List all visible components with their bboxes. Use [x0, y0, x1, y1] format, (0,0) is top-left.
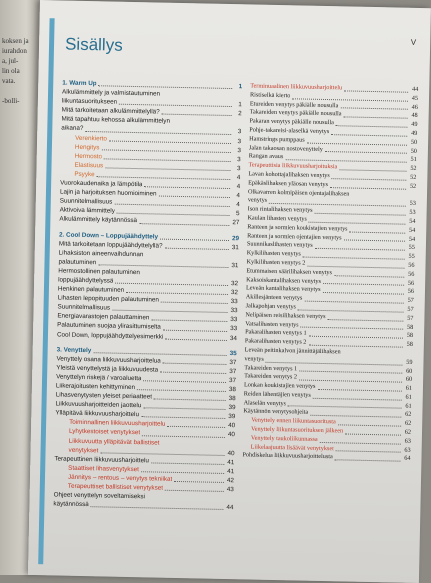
toc-entry-title: Liikerajoitusten kehittyminen: [56, 381, 135, 392]
toc-page-number: 4: [232, 182, 240, 191]
toc-right-column: [242, 82, 418, 464]
toc-page-number: 49: [409, 121, 417, 130]
toc-entry-title: Reiden lähentäjien venytys: [244, 390, 311, 400]
toc-entry-title: Toiminnallinen liikkuvuusharjoittelu: [69, 418, 165, 429]
previous-page-line: lin ola: [2, 66, 44, 76]
toc-entry-title: palautuminen: [58, 257, 96, 267]
toc-entry-title: Liikkuvuutta ylläpitävät ballistiset: [69, 436, 160, 447]
toc-entry-title: Terapeuttisia liikkuvuusharjoituksia: [248, 162, 337, 173]
toc-page-number: 33: [230, 297, 238, 306]
toc-left-column: [53, 78, 242, 512]
toc-page-number: 56: [406, 288, 414, 297]
toc-page-number: 64: [402, 455, 410, 464]
toc-entry-title: 1. Warm Up: [62, 78, 97, 88]
toc-leader-dots: [165, 338, 227, 340]
toc-entry-title: Aktivoiva lämmittely: [60, 206, 115, 216]
toc-entry-title: Etummaisen säärilihaksen venytys: [246, 267, 332, 278]
toc-page-number: 33: [229, 306, 237, 315]
toc-page-number: 57: [406, 297, 414, 306]
toc-leader-dots: [165, 490, 224, 492]
toc-leader-dots: [335, 460, 401, 462]
page-number: V: [411, 38, 417, 47]
toc-entry-title: Pakaralihasten venytys 1: [245, 329, 307, 339]
toc-leader-dots: [340, 108, 408, 110]
toc-page-number: 62: [403, 411, 411, 420]
toc-page-number: 50: [409, 147, 417, 156]
toc-page-number: 58: [405, 341, 413, 350]
toc-leader-dots: [172, 124, 231, 125]
toc-page-number: 2: [234, 109, 242, 118]
toc-page-number: 52: [408, 174, 416, 183]
previous-page-line: iurahdon: [2, 46, 44, 56]
toc-leader-dots: [161, 445, 224, 446]
toc-entry-title: Lyhytkestoiset venytykset: [69, 427, 140, 438]
toc-leader-dots: [336, 451, 401, 453]
toc-leader-dots: [345, 433, 401, 435]
toc-entry-title: Leveän kantalihaksen venytys: [246, 285, 321, 295]
toc-entry-title: Pakaralihasten venytys 2: [245, 337, 307, 347]
toc-page-number: 48: [410, 112, 418, 121]
toc-page: [28, 0, 431, 583]
toc-page-number: 38: [228, 385, 236, 394]
toc-entry-title: Suunnikaslihasten venytys: [247, 241, 313, 251]
toc-leader-dots: [160, 372, 226, 374]
toc-page-number: 54: [407, 218, 415, 227]
toc-entry-title: venytys: [244, 355, 263, 364]
toc-entry-title: Liikkuvuusharjoitteiden jaottelu: [55, 400, 141, 411]
toc-page-number: 58: [405, 332, 413, 341]
toc-entry-title: Akillesjänteen venytys: [246, 294, 303, 304]
toc-entry-title: Etureiden venytys päkiälle nousulla: [250, 100, 339, 111]
toc-entry-title: Hermostollinen palautuminen: [58, 266, 140, 277]
toc-leader-dots: [151, 320, 227, 323]
toc-entry-title: Rangan avaus: [249, 153, 284, 163]
toc-entry-title: Lihasvenytysten yleiset periaatteet: [56, 391, 152, 402]
toc-entry-title: Jalan takaosan nostovenyttely: [249, 144, 323, 154]
toc-entry-title: Lihasten lepopituuden palautuminen: [58, 294, 159, 305]
toc-page-number: 43: [226, 485, 234, 494]
toc-leader-dots: [351, 197, 406, 198]
toc-entry-title: Olkavarren kolmipäisen ojentajalihaksen: [248, 188, 350, 199]
toc-entry-title: 2. Cool Down – Loppujäähdyttely: [59, 230, 158, 241]
toc-page-number: 55: [407, 253, 415, 262]
toc-entry-title: Lonkan koukistajien venytys: [244, 381, 316, 391]
toc-page-number: 40: [227, 421, 235, 430]
toc-entry-title: Mitä tarkoitetaan alkulämmittelyllä?: [62, 106, 160, 117]
toc-entry-title: Epäkäslihaksen yläosan venytys: [248, 179, 328, 189]
toc-leader-dots: [331, 134, 407, 137]
toc-entry-title: Käytännön venytysohjeita: [243, 408, 308, 418]
toc-page-number: 60: [404, 367, 412, 376]
toc-page-number: 37: [228, 358, 236, 367]
toc-entry-title: Nelipäisen reisilihaksen venytys: [245, 311, 325, 321]
toc-page-number: 57: [405, 314, 413, 323]
toc-leader-dots: [336, 125, 408, 127]
toc-entry-title: Alkulämmittely ja valmistautuminen: [62, 88, 160, 99]
toc-page-number: 61: [403, 402, 411, 411]
toc-page-number: 44: [225, 503, 233, 512]
toc-entry-title: Kylkilihasten venytys: [247, 250, 301, 260]
toc-page-number: 60: [404, 376, 412, 385]
toc-page-number: 62: [403, 429, 411, 438]
toc-entry-title: Energiavarastojen palauttaminen: [57, 312, 149, 323]
previous-page-line: -bolli-: [2, 96, 44, 106]
toc-page-number: 45: [410, 95, 418, 104]
toc-entry-title: Elastisuus: [74, 161, 103, 171]
toc-entry-title: Ristiselkä kierto: [250, 91, 291, 101]
toc-page-number: 37: [228, 367, 236, 376]
toc-page-number: 49: [409, 130, 417, 139]
toc-entry-title: Lihaksiston aineenvaihdunnan: [59, 248, 144, 259]
toc-entry-title: Liikelaajuutta lisäävät venytykset: [251, 443, 334, 454]
toc-page-number: 4: [232, 200, 240, 209]
toc-entry-title: Ranteen ja sormien koukistajien venytys: [247, 223, 348, 234]
toc-page-number: 46: [410, 103, 418, 112]
toc-entry-title: Venyttelyn riskejä / varoaluetta: [56, 372, 142, 383]
toc-page-number: 41: [226, 458, 234, 467]
toc-page-number: 3: [233, 155, 241, 164]
toc-page-number: 3: [233, 137, 241, 146]
toc-leader-dots: [332, 178, 407, 181]
toc-entry-title: Lavan kohottajalihaksen venytys: [248, 170, 330, 181]
toc-entry-title: Yleistä venyttelystä ja liikkuvuudesta: [56, 363, 158, 374]
toc-page-number: 4: [232, 173, 240, 182]
toc-entry-title: loppujäähdyttelyssä: [58, 275, 113, 285]
toc-entry-title: venytykset: [68, 445, 98, 455]
toc-page-number: 39: [227, 403, 235, 412]
toc-page-number: 38: [228, 394, 236, 403]
toc-page-number: 53: [408, 209, 416, 218]
previous-page-line: koksen ja: [2, 36, 44, 46]
toc-entry-title: Suunnitelmallisuus: [60, 197, 113, 207]
toc-entry-title: Jännitys – rentous – venytys tekniikat: [68, 473, 172, 484]
toc-page-number: 44: [410, 86, 418, 95]
toc-entry-title: Venyttely ennen liikuntasuoritusta: [251, 417, 336, 428]
toc-entry-title: Terapeuttinen liikkuvuusharjoittelu: [54, 454, 149, 465]
toc-page-number: 39: [227, 412, 235, 421]
toc-page-number: 54: [407, 226, 415, 235]
toc-entry-title: Hermosto: [75, 152, 102, 162]
toc-entry-title: Terminuaalinen liikkuvuusharjoittelu: [250, 82, 342, 93]
toc-entry-title: Leveän peitinkalvon jännittäjälihaksen: [245, 346, 341, 357]
toc-page-number: 61: [404, 394, 412, 403]
toc-entry-title: Alkulämmittely käytännössä: [59, 215, 137, 226]
toc-page-number: 59: [404, 358, 412, 367]
page-title: Sisällys: [65, 35, 123, 56]
toc-entry-title: Vuorokaudenaika ja lämpötila: [60, 178, 143, 189]
toc-leader-dots: [162, 114, 232, 116]
toc-entry-title: Kaulan lihasten venytys: [247, 214, 307, 224]
toc-entry-title: Psyyke: [74, 170, 94, 180]
toc-page-number: 40: [226, 449, 234, 458]
toc-entry-title: Venyttely osana liikkuvuusharjoittelua: [56, 354, 160, 365]
toc-entry-title: Kylkilihasten venytys 2: [246, 258, 305, 268]
toc-page-number: 42: [226, 476, 234, 485]
toc-leader-dots: [350, 231, 406, 233]
toc-entry-title: Takareiden venytys 1: [244, 364, 297, 374]
toc-entry-title: Palautuminen suojaa ylirasittumiselta: [57, 321, 161, 332]
toc-page-number: 1: [234, 82, 242, 91]
toc-entry-title: Hengitys: [75, 142, 100, 152]
toc-entry-title: Jalkapohjan venytys: [246, 302, 297, 312]
toc-entry-title: Venyttely liikuntasuorituksen jälkeen: [251, 426, 343, 437]
toc-page-number: 31: [230, 261, 238, 270]
toc-page-number: 52: [408, 165, 416, 174]
toc-page-number: 57: [405, 306, 413, 315]
toc-page-number: 41: [226, 467, 234, 476]
toc-page-number: 31: [231, 243, 239, 252]
toc-page-number: 34: [229, 334, 237, 343]
toc-page-number: 32: [230, 288, 238, 297]
previous-page-line: vata.: [2, 76, 44, 86]
toc-page-number: 33: [229, 324, 237, 333]
toc-entry-title: käytännössä: [53, 500, 89, 510]
toc-page-number: 61: [404, 385, 412, 394]
toc-page-number: 33: [229, 315, 237, 324]
toc-page-number: 3: [233, 146, 241, 155]
toc-page-number: 27: [231, 218, 239, 227]
toc-leader-dots: [344, 90, 408, 92]
toc-page-number: 62: [403, 420, 411, 429]
toc-entry-title: aikana?: [61, 124, 83, 134]
toc-page-number: 56: [406, 262, 414, 271]
toc-page-number: 56: [406, 270, 414, 279]
toc-entry-title: Hamstrings pumppaus: [249, 135, 305, 145]
toc-page-number: 3: [233, 128, 241, 137]
toc-leader-dots: [334, 275, 404, 277]
toc-entry-title: Lajin ja harjoituksen huomioiminen: [60, 188, 157, 199]
toc-entry-title: liikuntasuoritukseen: [62, 97, 117, 107]
toc-leader-dots: [339, 169, 406, 171]
toc-entry-title: Pohje-takareisi-alaselkä venytys: [249, 126, 329, 136]
toc-entry-title: Vatsalihasten venytys: [245, 320, 299, 330]
toc-leader-dots: [151, 462, 224, 465]
toc-page-number: 4: [232, 191, 240, 200]
toc-page-number: 35: [229, 349, 237, 358]
toc-entry-title: Staattiset lihasvenytykset: [68, 464, 139, 475]
toc-entry-title: venytys: [248, 197, 267, 206]
previous-page-line: a, jul-: [2, 56, 44, 66]
toc-entry-title: Venyttely taukoliikunnassa: [251, 434, 318, 444]
toc-leader-dots: [159, 196, 230, 198]
toc-entry-title: Verenkierto: [75, 133, 107, 143]
toc-entry-title: Takareiden venytys päkiälle nousulla: [250, 109, 342, 120]
toc-leader-dots: [344, 240, 405, 242]
toc-page-number: 63: [403, 446, 411, 455]
toc-page-number: 1: [234, 100, 242, 109]
toc-page-number: 53: [408, 200, 416, 209]
toc-entry-title: Pakaran venytys päkiälle nousulla: [249, 118, 334, 129]
toc-leader-dots: [330, 187, 406, 190]
toc-entry-title: Kaksoiskantalihaksen venytys: [246, 276, 321, 286]
toc-page-number: 50: [409, 139, 417, 148]
toc-entry-title: Terapeuttiset ballistiset venytykset: [68, 482, 163, 493]
toc-leader-dots: [91, 506, 224, 510]
toc-page-number: 37: [228, 376, 236, 385]
toc-page-number: 32: [230, 279, 238, 288]
toc-leader-dots: [164, 247, 228, 249]
toc-page-number: 29: [231, 234, 239, 243]
toc-entry-title: Takareiden venytys 2: [244, 373, 297, 383]
toc-entry-title: Mitä tarkoitetaan loppujäähdyttelyllä?: [59, 239, 163, 250]
toc-page-number: 54: [407, 235, 415, 244]
toc-leader-dots: [343, 117, 407, 119]
toc-leader-dots: [338, 424, 401, 426]
toc-entry-title: Ylläpitävä liikkuvuusharjoittelu: [55, 409, 139, 420]
toc-leader-dots: [167, 426, 225, 428]
toc-entry-title: Pohdiskelua liikkuvuusharjoittelusta: [242, 452, 332, 463]
toc-entry-title: Ranteen ja sormien ojentajien venytys: [247, 232, 342, 243]
toc-leader-dots: [163, 362, 227, 364]
toc-entry-title: Henkinen palautuminen: [58, 285, 124, 295]
toc-leader-dots: [343, 355, 403, 356]
toc-page-number: 58: [405, 323, 413, 332]
toc-entry-title: Mitä tapahtuu kehossa alkulämmittelyn: [61, 115, 170, 126]
toc-entry-title: Suunnitelmallisuus: [57, 303, 110, 313]
toc-leader-dots: [174, 481, 224, 483]
toc-leader-dots: [327, 319, 403, 322]
toc-page-number: 51: [409, 156, 417, 165]
toc-page-number: 63: [403, 438, 411, 447]
toc-entry-title: Ohjeet venyttelyn soveltamiseksi: [54, 491, 146, 502]
toc-page-number: 56: [406, 279, 414, 288]
toc-leader-dots: [163, 329, 227, 331]
toc-leader-dots: [160, 238, 229, 240]
margin-rule: [38, 18, 54, 564]
toc-page-number: 40: [227, 430, 235, 439]
toc-entry-title: Cool Down, loppujäähdyttelyesimerkki: [57, 330, 164, 341]
toc-entry-title: Ison rintalihaksen venytys: [248, 206, 313, 216]
toc-entry-title: 3. Venyttely: [57, 345, 92, 355]
toc-leader-dots: [154, 399, 226, 402]
toc-page-number: 52: [408, 183, 416, 192]
toc-page-number: 3: [232, 164, 240, 173]
toc-page-number: 55: [407, 244, 415, 253]
toc-page-number: 5: [231, 209, 239, 218]
toc-leader-dots: [161, 302, 228, 304]
toc-entry-title: Alaselän venytys: [244, 399, 287, 409]
